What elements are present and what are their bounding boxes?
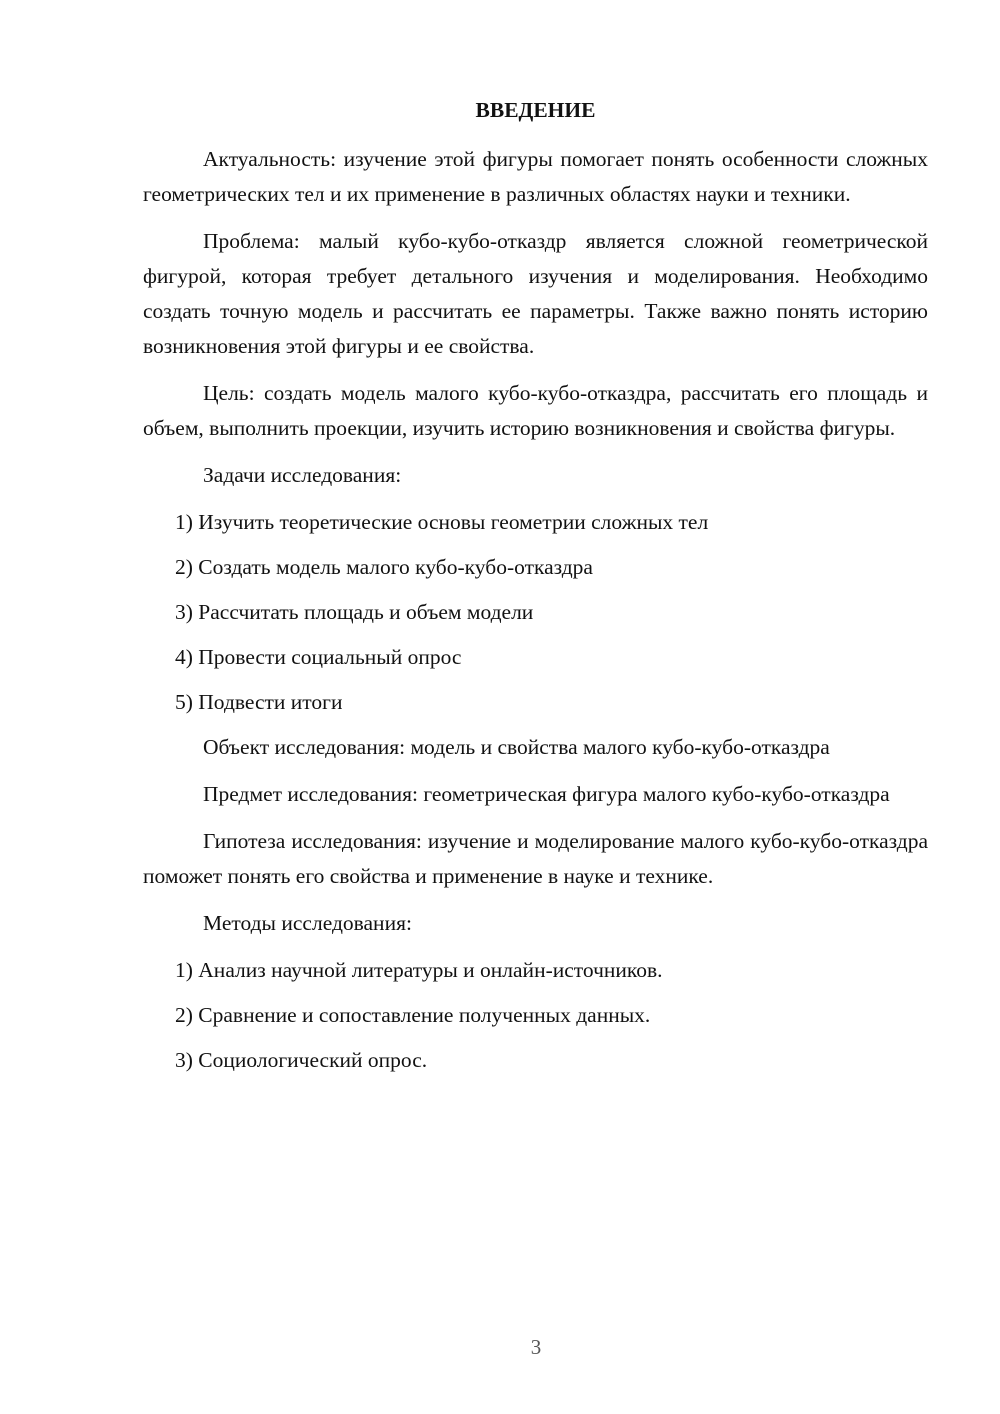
list-item: 3) Рассчитать площадь и объем модели (175, 600, 534, 624)
list-item: 2) Сравнение и сопоставление полученных данных. (175, 1003, 651, 1027)
paragraph-goal: Цель: создать модель малого кубо-кубо-отказдра, рассчитать его площадь и объем, выполнить проекции, изучить историю возникновения и свойства фигуры. (143, 381, 928, 440)
methods-list (143, 953, 928, 1078)
section-title: ВВЕДЕНИЕ (475, 98, 596, 122)
paragraph-subject: Предмет исследования: геометрическая фигура малого кубо-кубо-отказдра (203, 782, 890, 806)
page-content (143, 94, 928, 1088)
paragraph-hypothesis: Гипотеза исследования: изучение и моделирование малого кубо-кубо-отказдра поможет понять его свойства и применение в науке и технике. (143, 829, 928, 888)
tasks-label: Задачи исследования: (203, 463, 402, 487)
list-item: 4) Провести социальный опрос (175, 645, 462, 669)
methods-label: Методы исследования: (203, 911, 412, 935)
list-item: 5) Подвести итоги (175, 690, 343, 714)
paragraph-problem: Проблема: малый кубо-кубо-отказдр является сложной геометрической фигурой, которая требует детального изучения и моделирования. Необходимо создать точную модель и рассчитать ее параметры. Также важно понять историю возникновения этой фигуры и ее свойства. (143, 229, 928, 358)
paragraph-relevance: Актуальность: изучение этой фигуры помогает понять особенности сложных геометрических тел и их применение в различных областях науки и техники. (143, 147, 928, 206)
list-item: 3) Социологический опрос. (175, 1048, 428, 1072)
paragraph-object: Объект исследования: модель и свойства малого кубо-кубо-отказдра (203, 735, 830, 759)
tasks-list (143, 505, 928, 720)
list-item: 1) Анализ научной литературы и онлайн-источников. (175, 958, 663, 982)
list-item: 1) Изучить теоретические основы геометрии сложных тел (175, 510, 709, 534)
list-item: 2) Создать модель малого кубо-кубо-отказдра (175, 555, 593, 579)
page-number: 3 (530, 1335, 542, 1359)
